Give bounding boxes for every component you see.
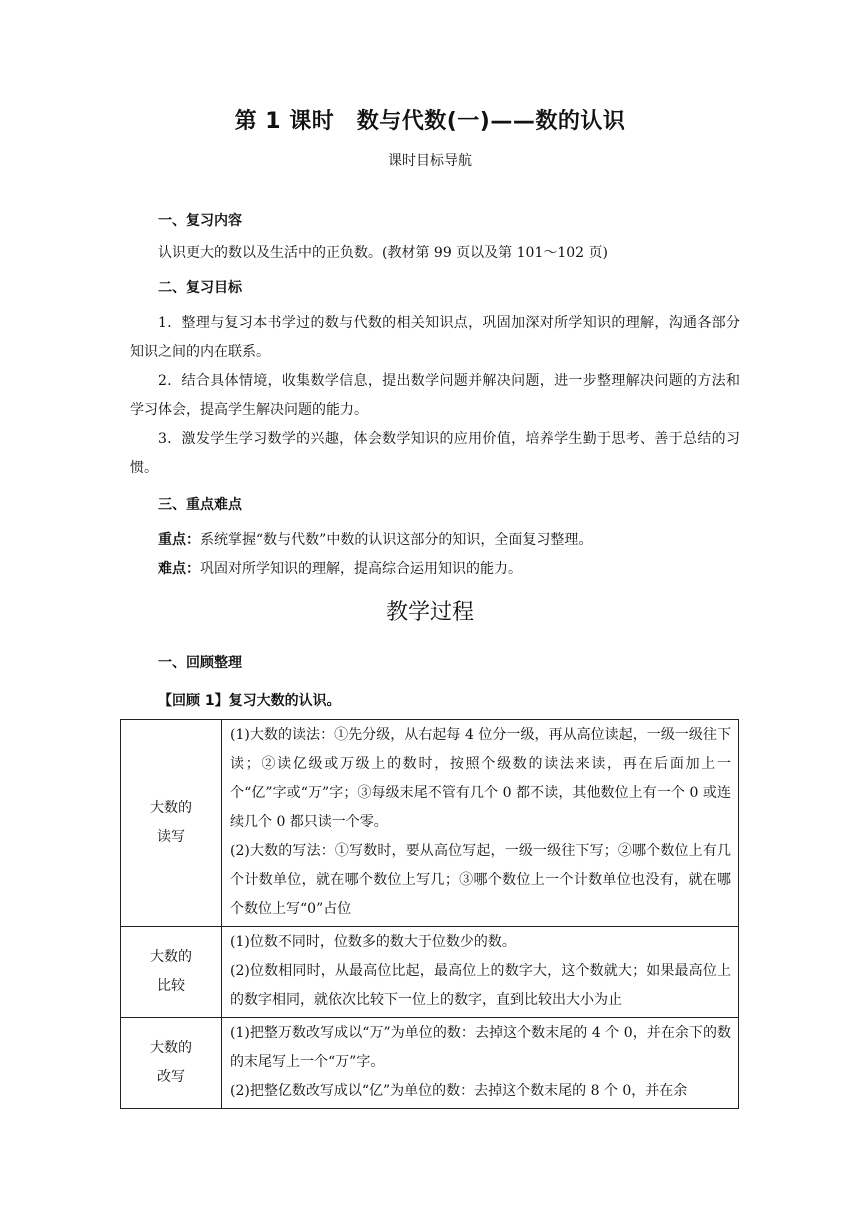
- difficulty-label: 难点：: [158, 561, 200, 577]
- row-content: [222, 927, 739, 1018]
- row-paragraph: (1)位数不同时，位数多的数大于位数少的数。: [230, 934, 516, 950]
- table-row: [121, 720, 739, 927]
- teaching-process-heading: 教学过程: [385, 600, 474, 625]
- row-label-line: 改写: [157, 1069, 185, 1085]
- row-paragraph: (2)位数相同时，从最高位比起，最高位上的数字大，这个数就大；如果最高位上的数字相同，就依次比较下一位上的数字，直到比较出大小为止: [230, 963, 731, 1008]
- row-label: [121, 927, 222, 1018]
- difficulty-line: [158, 558, 522, 578]
- key-point-text: 系统掌握“数与代数”中数的认识这部分的知识，全面复习整理。: [200, 532, 593, 548]
- section-heading-key-points: 三、重点难点: [158, 497, 242, 513]
- row-paragraph: (2)大数的写法：①写数时，要从高位写起，一级一级往下写；②哪个数位上有几个计数单位，就在哪个数位上写几；③哪个数位上一个计数单位也没有，就在哪个数位上写“0”占位: [230, 843, 731, 917]
- page-title: 第 1 课时 数与代数(一)——数的认识: [234, 109, 626, 134]
- row-label: [121, 1018, 222, 1109]
- row-label-line: 大数的: [150, 949, 192, 965]
- page-subtitle: 课时目标导航: [388, 153, 472, 169]
- goal-item-2: 2．结合具体情境，收集数学信息，提出数学问题并解决问题，进一步整理解决问题的方法和学习体会，提高学生解决问题的能力。: [130, 373, 740, 418]
- section-heading-review-organize: 一、回顾整理: [158, 655, 242, 671]
- goal-item-3: 3．激发学生学习数学的兴趣，体会数学知识的应用价值，培养学生勤于思考、善于总结的习惯。: [130, 431, 740, 476]
- review-content-text: 认识更大的数以及生活中的正负数。(教材第 99 页以及第 101～102 页): [158, 245, 608, 261]
- row-content: [222, 1018, 739, 1109]
- section-heading-review-content: 一、复习内容: [158, 213, 242, 229]
- row-label-line: 大数的: [150, 800, 192, 816]
- key-point-label: 重点：: [158, 532, 200, 548]
- row-paragraph: (1)把整万数改写成以“万”为单位的数：去掉这个数末尾的 4 个 0，并在余下的数的末尾写上一个“万”字。: [230, 1025, 731, 1070]
- table-row: [121, 927, 739, 1018]
- row-label-line: 读写: [157, 829, 185, 845]
- row-paragraph: (2)把整亿数改写成以“亿”为单位的数：去掉这个数末尾的 8 个 0，并在余: [230, 1083, 688, 1099]
- row-label-line: 比较: [157, 978, 185, 994]
- row-paragraph: (1)大数的读法：①先分级，从右起每 4 位分一级，再从高位读起，一级一级往下读；②读亿级或万级上的数时，按照个级数的读法来读，再在后面加上一个“亿”字或“万”字；③每级末尾不管有几个 0 都不读，其他数位上有一个 0 或连续几个 0 都只读一个零。: [230, 727, 731, 830]
- review1-label: 【回顾 1】复习大数的认识。: [158, 693, 341, 709]
- table-row: [121, 1018, 739, 1109]
- key-point-line: [158, 529, 592, 549]
- goal-item-1: 1．整理与复习本书学过的数与代数的相关知识点，巩固加深对所学知识的理解，沟通各部分知识之间的内在联系。: [130, 315, 740, 360]
- row-content: [222, 720, 739, 927]
- row-label: [121, 720, 222, 927]
- row-label-line: 大数的: [150, 1040, 192, 1056]
- section-heading-review-goals: 二、复习目标: [158, 280, 242, 296]
- difficulty-text: 巩固对所学知识的理解，提高综合运用知识的能力。: [200, 561, 522, 577]
- review-table: [120, 719, 739, 1109]
